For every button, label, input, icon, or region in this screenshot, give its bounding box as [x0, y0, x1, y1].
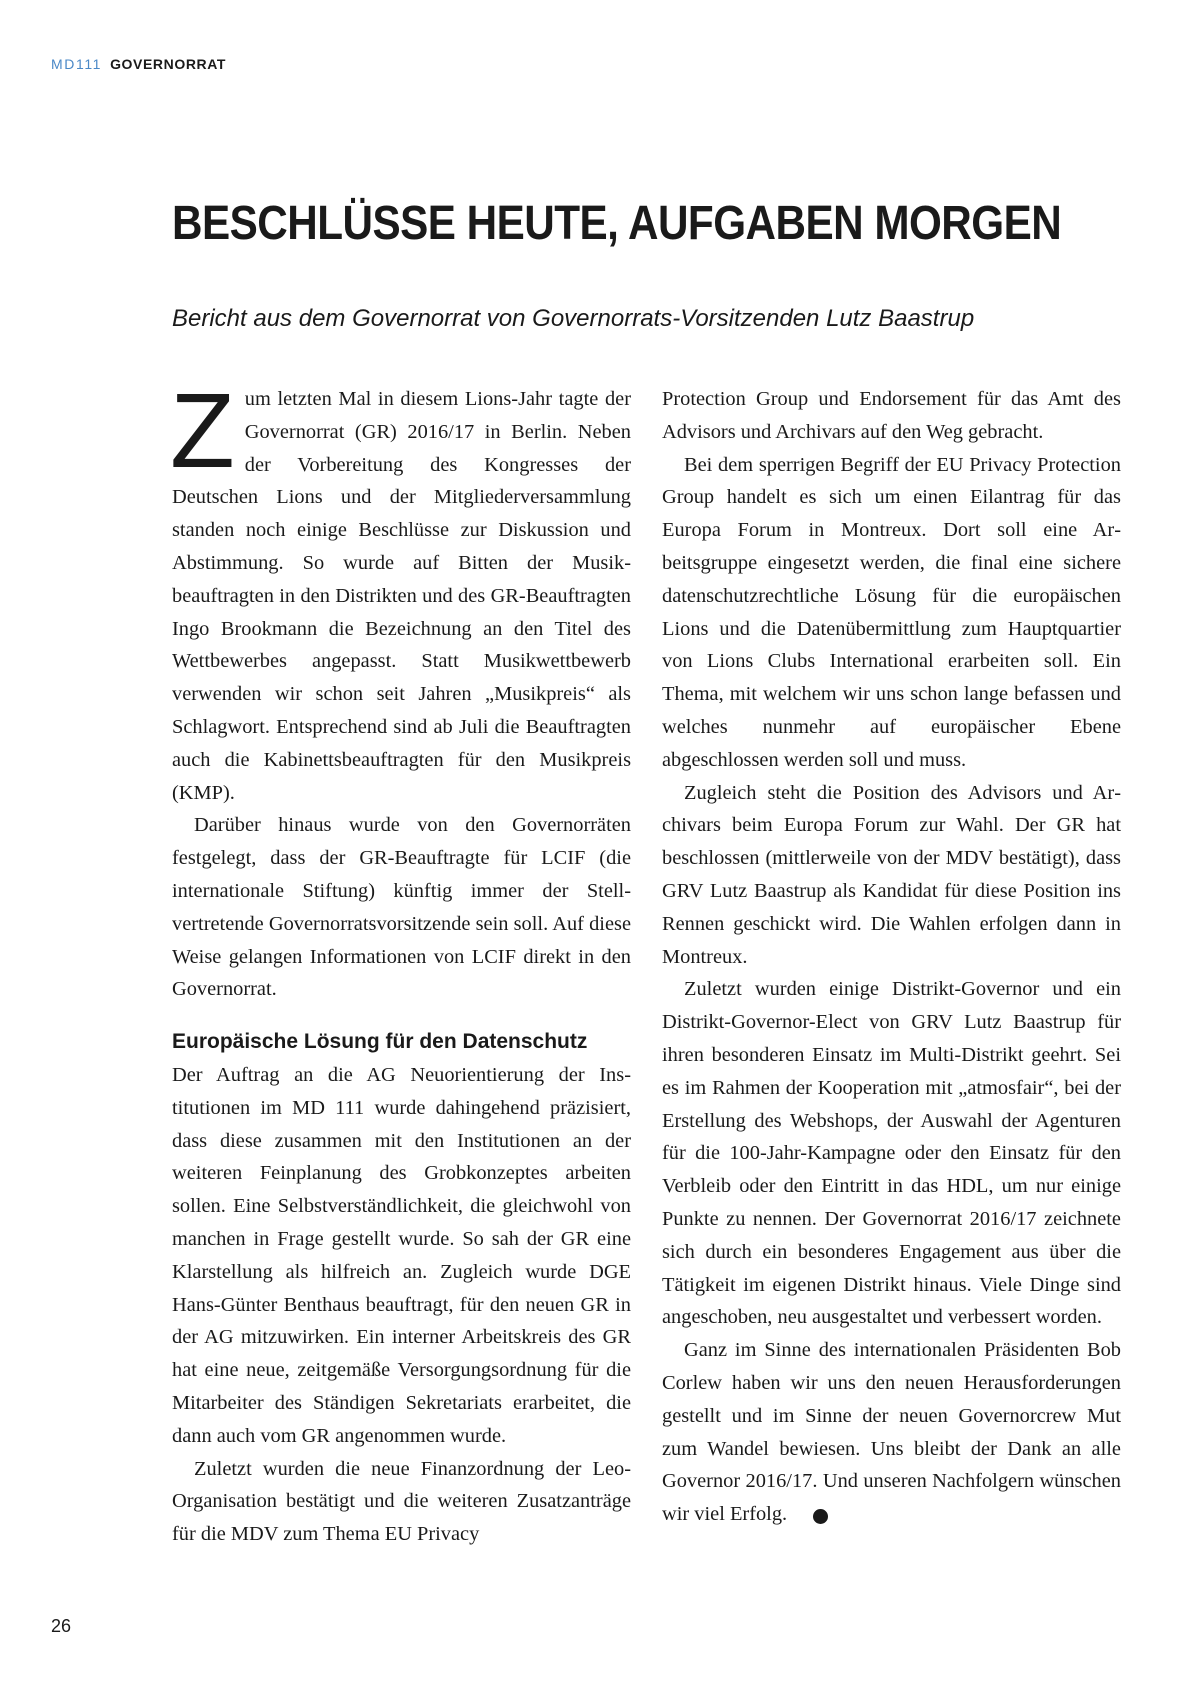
article-title: BESCHLÜSSE HEUTE, AUFGABEN MORGEN: [172, 197, 1062, 250]
article-subtitle: Bericht aus dem Governorrat von Governorrats-Vorsitzenden Lutz Baastrup: [172, 305, 975, 332]
running-header: [51, 56, 226, 72]
section-label: GOVERNORRAT: [110, 56, 227, 72]
paragraph-1-text: um letzten Mal in diesem Lions-Jahr tagte der Governorrat (GR) 2016/17 in Berlin. Neben der Vorbereitung des Kongresses der Deutschen Lions und der Mitgliederversammlung standen noch einige Beschlüsse zur Diskussion und Abstimmung. So wurde auf Bitten der Musikbeauftragten in den Distrikten und des GR-Beauftragten Ingo Brookmann die Bezeichnung an den Titel des Wettbewerbes angepasst. Statt Musikwettbewerb verwenden wir schon seit Jahren „Musikpreis“ als Schlagwort. Entsprechend sind ab Juli die Beauftragten auch die Kabinettsbeauftragten für den Musikpreis (KMP).: [172, 388, 631, 804]
paragraph-8: Zuletzt wurden einige Distrikt-Governor und ein Distrikt-Governor-Elect von GRV Lutz Baastrup für ihren besonderen Einsatz im Multi-Distrikt geehrt. Sei es im Rahmen der Kooperation mit „atmosfair“, bei der Erstellung des Webshops, der Auswahl der Agenturen für die 100-Jahr-Kampagne oder den Einsatz für den Verbleib oder den Eintritt in das HDL, um nur einige Punkte zu nennen. Der Governorrat 2016/17 zeichnete sich durch ein besonderes Engagement aus über die Tätigkeit im eigenen Distrikt hinaus. Viele Dinge sind angeschoben, neu ausgestaltet und verbessert worden.: [662, 978, 1121, 1329]
paragraph-6: Bei dem sperrigen Begriff der EU Privacy Protection Group handelt es sich um einen Eilantrag für das Europa Forum in Montreux. Dort soll eine Arbeitsgruppe eingesetzt werden, die final eine sichere datenschutzrechtliche Lösung für die europäischen Lions und die Datenübermittlung zum Hauptquartier von Lions Clubs International erarbeiten soll. Ein Thema, mit welchem wir uns schon lange befassen und welches nunmehr auf europäischer Ebene abgeschlossen werden soll und muss.: [662, 453, 1121, 771]
drop-cap: Z: [170, 372, 235, 490]
paragraph-1: [170, 372, 631, 809]
right-column: [662, 383, 1121, 1531]
paragraph-4: Zuletzt wurden die neue Finanzordnung der Leo-Organisation bestätigt und die weiteren Zusatzanträge für die MDV zum Thema EU Privacy: [172, 1457, 631, 1546]
page-number: 26: [51, 1616, 72, 1636]
paragraph-9: [662, 1334, 1121, 1531]
section-heading: Europäische Lösung für den Datenschutz: [172, 1030, 588, 1054]
paragraph-3: Der Auftrag an die AG Neuorientierung der Institutionen im MD 111 wurde dahingehend präzisiert, dass diese zusammen mit den Institutionen an der weiteren Feinplanung des Grobkonzeptes arbeiten sollen. Eine Selbstverständlichkeit, die gleichwohl von manchen in Frage gestellt wurde. So sah der GR eine Klarstellung als hilfreich an. Zugleich wurde DGE Hans-Günter Benthaus beauftragt, für den neuen GR in der AG mitzuwirken. Ein interner Arbeitskreis des GR hat eine neue, zeitgemäße Versorgungsordnung für die Mitarbeiter des Ständigen Sekretariats erarbeitet, die dann auch vom GR angenommen wurde.: [172, 1063, 631, 1447]
paragraph-7: Zugleich steht die Position des Advisors und Archivars beim Europa Forum zur Wahl. Der GR hat beschlossen (mittlerweile von der MDV bestätigt), dass GRV Lutz Baastrup als Kandidat für diese Position ins Rennen geschickt wird. Die Wahlen erfolgen dann in Montreux.: [662, 781, 1121, 968]
paragraph-9-text: Ganz im Sinne des internationalen Präsidenten Bob Corlew haben wir uns den neuen Herausforderungen gestellt und im Sinne der neuen Governorcrew Mut zum Wandel bewiesen. Uns bleibt der Dank an alle Governor 2016/17. Und unseren Nachfolgern wünschen wir viel Erfolg.: [662, 1339, 1121, 1526]
left-column: [170, 372, 631, 1551]
lions-end-mark-icon: L: [813, 1509, 828, 1524]
paragraph-5: Protection Group und Endorsement für das Amt des Advisors und Archivars auf den Weg gebracht.: [662, 388, 1121, 443]
magazine-label: MD111: [51, 56, 103, 72]
paragraph-2: Darüber hinaus wurde von den Governorräten festgelegt, dass der GR-Beauftragte für LCIF (die internationale Stiftung) künftig immer der Stellvertretende Governorratsvorsitzende sein soll. Auf diese Weise gelangen Informationen von LCIF direkt in den Governorrat.: [172, 814, 631, 1001]
